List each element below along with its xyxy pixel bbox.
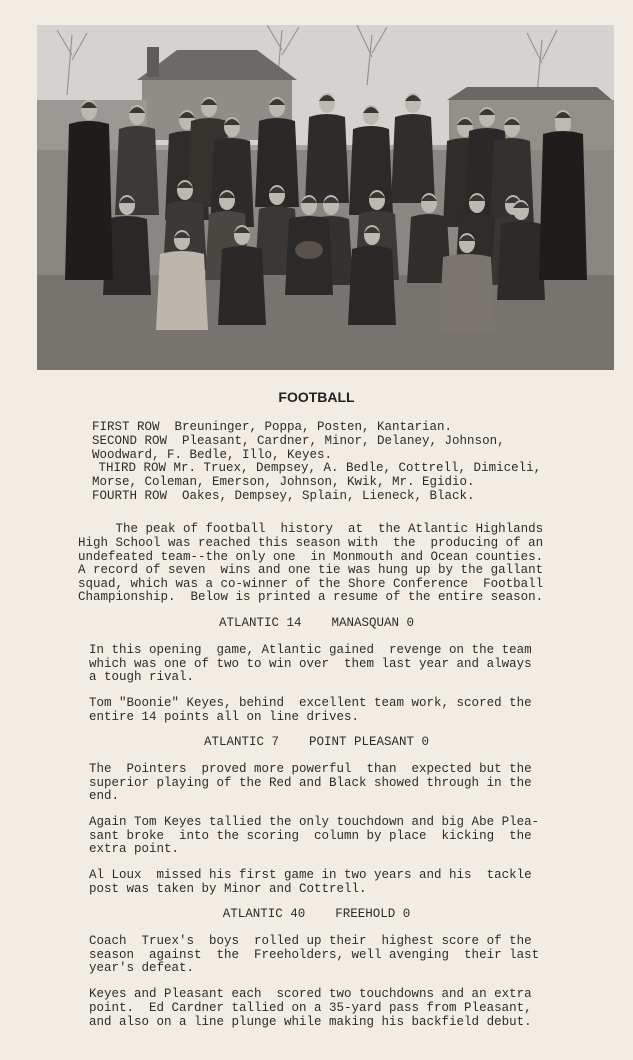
game-paragraph-line: Coach Truex's boys rolled up their highest score of the	[89, 934, 532, 948]
intro-line: A record of seven wins and one tie was hung up by the gallant	[78, 563, 544, 577]
player-body	[497, 221, 545, 300]
game-paragraph-line: The Pointers proved more powerful than expected but the	[89, 762, 532, 776]
game-paragraph-line: entire 14 points all on line drives.	[89, 710, 360, 724]
player-body	[305, 114, 349, 203]
game-paragraph-line: Al Loux missed his first game in two years and his tackle	[89, 868, 532, 882]
game-paragraph-line: Again Tom Keyes tallied the only touchdown and big Abe Plea-	[89, 815, 540, 829]
game-score: ATLANTIC 14 MANASQUAN 0	[218, 616, 415, 630]
game-score: ATLANTIC 40 FREEHOLD 0	[222, 907, 411, 921]
roster-row: THIRD ROW Mr. Truex, Dempsey, A. Bedle, Cottrell, Dimiceli,	[91, 461, 542, 475]
game-paragraph-line: extra point.	[89, 842, 180, 856]
roster-row: Woodward, F. Bedle, Illo, Keyes.	[92, 448, 333, 462]
player-body	[439, 254, 495, 333]
game-paragraph-line: Tom "Boonie" Keyes, behind excellent team work, scored the	[89, 696, 532, 710]
intro-line: undefeated team--the only one in Monmouth and Ocean counties.	[78, 550, 544, 564]
player-body	[391, 114, 435, 203]
game-paragraph-line: point. Ed Cardner tallied on a 35-yard pass from Pleasant,	[89, 1001, 532, 1015]
player-body	[539, 131, 587, 280]
section-title: FOOTBALL	[278, 389, 355, 405]
intro-line: High School was reached this season with the producing of an	[78, 536, 544, 550]
roster-row: FOURTH ROW Oakes, Dempsey, Splain, Lieneck, Black.	[92, 489, 475, 503]
game-paragraph-line: season against the Freeholders, well avenging their last	[89, 948, 540, 962]
roster-row: FIRST ROW Breuninger, Poppa, Posten, Kantarian.	[92, 420, 453, 434]
game-paragraph-line: Keyes and Pleasant each scored two touchdowns and an extra	[89, 987, 532, 1001]
game-paragraph-line: year's defeat.	[89, 961, 195, 975]
game-paragraph-line: superior playing of the Red and Black showed through in the	[89, 776, 532, 790]
intro-line: squad, which was a co-winner of the Shore Conference Football	[78, 577, 544, 591]
game-score: ATLANTIC 7 POINT PLEASANT 0	[203, 735, 430, 749]
player-body	[156, 251, 208, 330]
game-paragraph-line: and also on a line plunge while making his backfield debut.	[89, 1015, 532, 1029]
game-paragraph-line: In this opening game, Atlantic gained revenge on the team	[89, 643, 532, 657]
roster-row: Morse, Coleman, Emerson, Johnson, Kwik, Mr. Egidio.	[92, 475, 475, 489]
player-body	[65, 121, 113, 280]
game-paragraph-line: post was taken by Minor and Cottrell.	[89, 882, 367, 896]
intro-line: The peak of football history at the Atlantic Highlands	[78, 522, 544, 536]
football-icon	[295, 241, 323, 259]
game-paragraph-line: sant broke into the scoring column by place kicking the	[89, 829, 532, 843]
intro-line: Championship. Below is printed a resume of the entire season.	[78, 590, 544, 604]
game-paragraph-line: which was one of two to win over them last year and always	[89, 657, 532, 671]
roster-row: SECOND ROW Pleasant, Cardner, Minor, Delaney, Johnson,	[92, 434, 505, 448]
game-paragraph-line: a tough rival.	[89, 670, 195, 684]
team-photo	[37, 25, 614, 370]
game-paragraph-line: end.	[89, 789, 120, 803]
player-body	[348, 246, 396, 325]
player-body	[218, 246, 266, 325]
